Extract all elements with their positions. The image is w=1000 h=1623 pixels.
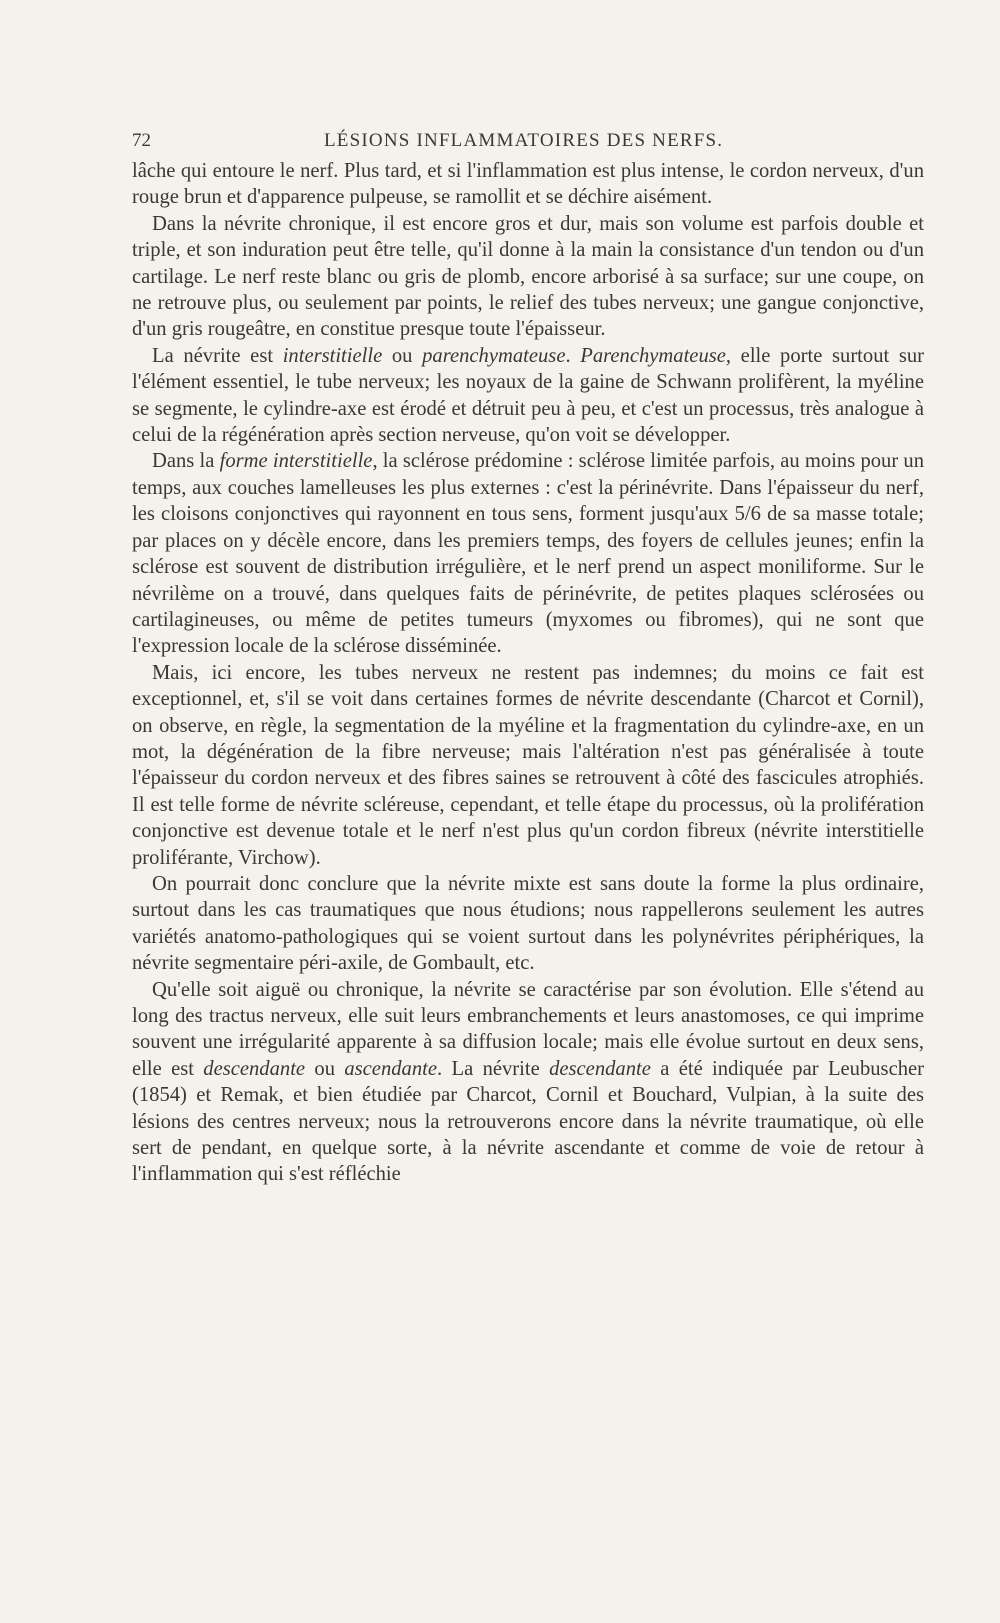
paragraph: [132, 343, 924, 449]
text-run: ou: [305, 1057, 345, 1080]
paragraph: [132, 158, 924, 211]
page-header: [132, 130, 924, 160]
text-run: a été indiquée par Leubuscher (1854) et Remak, et bien étudiée par Charcot, Cornil et Bouchard, Vulpian, à la suite des lésions des centres nerveux; nous la retrouverons encore dans la névrite traumatique, où elle sert de pendant, en quelque sorte, à la névrite ascendante et comme de voie de retour à l'inflammation qui s'est réfléchie: [132, 1057, 925, 1186]
paragraph: [132, 448, 924, 659]
text-run: Dans la névrite chronique, il est encore gros et dur, mais son volume est parfois double et triple, et son induration peut être telle, qu'il donne à la main la consistance d'un tendon ou d'un cartilage. Le nerf reste blanc ou gris de plomb, encore arborisé à sa surface; sur une coupe, on ne retrouve plus, ou seulement par points, le relief des tubes nerveux; une gangue conjonctive, d'un gris rougeâtre, en constitue presque toute l'épaisseur.: [132, 212, 924, 341]
text-run: ou: [382, 344, 423, 367]
paragraph: [132, 211, 924, 343]
italic-text: forme interstitielle: [219, 450, 373, 473]
text-run: La névrite est: [152, 344, 283, 367]
body-text: [132, 158, 924, 1188]
page-number: 72: [132, 130, 151, 151]
paragraph: [132, 977, 924, 1188]
italic-text: interstitielle: [282, 344, 383, 367]
text-run: , la sclérose prédomine : sclérose limitée parfois, au moins pour un temps, aux couches lamelleuses les plus externes : c'est la périnévrite. Dans l'épaisseur du nerf, les cloisons conjonctives qui rayonnent en tous sens, forment jusqu'aux 5/6 de sa masse totale; par places on y décèle encore, dans les premiers temps, des foyers de cellules jeunes; enfin la sclérose est souvent de distribution irrégulière, et le nerf prend un aspect moniliforme. Sur le névrilème on a trouvé, dans quelques faits de périnévrite, de petites plaques sclérosées ou cartilagineuses, ou même de petites tumeurs (myxomes ou fibromes), qui ne sont que l'expression locale de la sclérose disséminée.: [132, 450, 925, 658]
text-run: On pourrait donc conclure que la névrite mixte est sans doute la forme la plus ordinaire, surtout dans les cas traumatiques que nous étudions; nous rappellerons seulement les autres variétés anatomo-pathologiques qui se voient surtout dans les polynévrites périphériques, la névrite segmentaire péri-axile, de Gombault, etc.: [132, 872, 924, 975]
italic-text: Parenchymateuse: [580, 344, 726, 367]
text-run: , elle porte surtout sur l'élément essentiel, le tube nerveux; les noyaux de la gaine de Schwann prolifèrent, la myéline se segmente, le cylindre-axe est érodé et détruit peu à peu, et c'est un processus, très analogue à celui de la régénération après section nerveuse, qu'on voit se développer.: [132, 344, 925, 447]
italic-text: descendante: [203, 1057, 306, 1080]
text-run: Dans la: [152, 450, 220, 473]
paragraph: [132, 660, 924, 871]
text-run: . La névrite: [437, 1057, 550, 1080]
running-title: LÉSIONS INFLAMMATOIRES DES NERFS.: [324, 130, 724, 151]
paragraph: [132, 871, 924, 977]
text-run: Mais, ici encore, les tubes nerveux ne restent pas indemnes; du moins ce fait est exceptionnel, et, s'il se voit dans certaines formes de névrite descendante (Charcot et Cornil), on observe, en règle, la segmentation de la myéline et la fragmentation du cylindre-axe, en un mot, la dégénération de la fibre nerveuse; mais l'altération n'est pas généralisée à toute l'épaisseur du cordon nerveux et des fibres saines se retrouvent à côté des fascicules atrophiés. Il est telle forme de névrite scléreuse, cependant, et telle étape du processus, où la prolifération conjonctive est devenue totale et le nerf n'est plus qu'un cordon fibreux (névrite interstitielle proliférante, Virchow).: [132, 661, 924, 869]
italic-text: descendante: [549, 1057, 651, 1080]
italic-text: ascendante: [344, 1057, 438, 1080]
text-run: Qu'elle soit aiguë ou chronique, la névrite se caractérise par son évolution. Elle s'étend au long des tractus nerveux, elle suit leurs embranchements et leurs anastomoses, ce qui imprime souvent une irrégularité apparente à sa diffusion locale; mais elle évolue surtout en deux sens, elle est: [132, 978, 924, 1080]
text-run: .: [565, 344, 581, 367]
text-run: lâche qui entoure le nerf. Plus tard, et si l'inflammation est plus intense, le cordon nerveux, d'un rouge brun et d'apparence pulpeuse, se ramollit et se déchire aisément.: [132, 160, 924, 209]
italic-text: parenchymateuse: [422, 344, 566, 367]
